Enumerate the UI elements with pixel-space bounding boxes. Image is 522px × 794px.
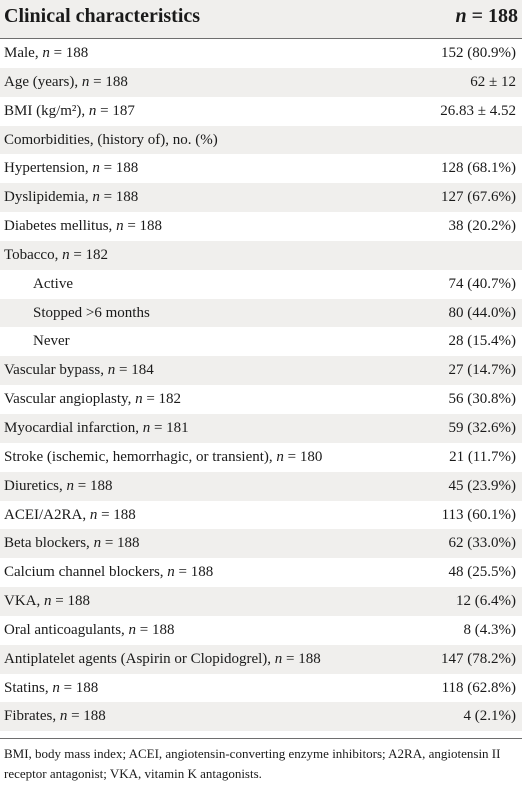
row-label-text: Beta blockers, — [4, 535, 94, 552]
table-row — [0, 472, 522, 501]
row-label-text: Diuretics, — [4, 477, 67, 494]
row-label — [4, 645, 321, 674]
row-label-text: Stopped >6 months — [33, 304, 150, 321]
row-label — [4, 385, 181, 414]
row-label-text: ACEI/A2RA, — [4, 506, 90, 523]
row-label-text: Stroke (ischemic, hemorrhagic, or transient), — [4, 448, 277, 465]
row-label — [4, 39, 88, 68]
row-n-count: = 188 — [123, 218, 163, 235]
row-n-count: = 188 — [59, 679, 99, 696]
header-n-count: = 188 — [466, 5, 518, 27]
row-n-count: = 188 — [174, 564, 214, 581]
header-characteristics: Clinical characteristics — [4, 5, 201, 27]
table-row — [0, 501, 522, 530]
table-row — [0, 674, 522, 703]
row-n-italic: n — [276, 448, 284, 465]
row-label-text: Vascular angioplasty, — [4, 391, 136, 408]
row-n-count: = 188 — [67, 708, 106, 725]
row-label-text: Never — [33, 333, 70, 350]
row-n-italic: n — [66, 477, 74, 494]
row-label — [4, 356, 154, 385]
row-n-italic: n — [274, 650, 283, 667]
table-row — [0, 327, 522, 356]
row-label-text: Hypertension, — [4, 160, 93, 177]
table-row — [0, 616, 522, 645]
row-value: 128 (68.1%) — [441, 160, 516, 177]
row-n-italic: n — [44, 593, 52, 610]
row-n-italic: n — [88, 102, 97, 119]
row-label — [4, 68, 128, 97]
table-body — [0, 39, 522, 731]
row-n-italic: n — [92, 189, 100, 206]
table-row — [0, 529, 522, 558]
row-value: 21 (11.7%) — [449, 448, 516, 465]
row-label-text: Diabetes mellitus, — [4, 218, 117, 235]
row-value: 147 (78.2%) — [441, 650, 516, 667]
row-value: 80 (44.0%) — [448, 304, 516, 321]
row-value: 26.83 ± 4.52 — [440, 102, 516, 119]
row-n-count: = 188 — [136, 621, 175, 638]
row-n-italic: n — [62, 246, 70, 263]
table-row — [0, 356, 522, 385]
row-value: 118 (62.8%) — [441, 679, 516, 696]
row-label — [33, 299, 150, 328]
row-n-italic: n — [93, 535, 102, 552]
row-label-text: Tobacco, — [4, 246, 63, 263]
row-label — [4, 126, 218, 155]
table-row — [0, 299, 522, 328]
row-label-text: VKA, — [4, 593, 44, 610]
row-label-text: Dyslipidemia, — [4, 189, 93, 206]
table-row — [0, 97, 522, 126]
table-header-row — [0, 0, 522, 38]
row-n-count: = 188 — [49, 45, 89, 61]
row-label — [33, 270, 73, 299]
row-n-count: = 187 — [96, 102, 135, 119]
row-label — [4, 212, 162, 241]
row-n-italic: n — [116, 218, 124, 235]
table-footnote: BMI, body mass index; ACEI, angiotensin-converting enzyme inhibitors; A2RA, angiotensin II receptor antagonist; VKA, vitamin K antagonists. — [4, 746, 501, 781]
row-value: 45 (23.9%) — [448, 477, 516, 494]
row-label — [4, 154, 138, 183]
row-value: 113 (60.1%) — [441, 506, 516, 523]
row-n-count: = 188 — [99, 189, 139, 206]
row-label-text: Active — [33, 275, 73, 292]
row-n-italic: n — [107, 362, 116, 379]
row-label-text: Antiplatelet agents (Aspirin or Clopidogrel), — [4, 650, 275, 667]
row-label-text: Comorbidities, (history of), no. (%) — [4, 131, 218, 148]
row-label — [4, 443, 322, 472]
table-row — [0, 443, 522, 472]
row-n-count: = 180 — [283, 448, 323, 465]
row-n-italic: n — [167, 564, 175, 581]
row-label — [4, 702, 106, 731]
row-n-count: = 188 — [97, 506, 136, 523]
row-label — [4, 501, 136, 530]
row-label — [4, 97, 135, 126]
row-n-italic: n — [89, 506, 98, 523]
row-label — [4, 241, 108, 270]
row-n-italic: n — [81, 73, 90, 90]
row-n-count: = 181 — [150, 419, 189, 436]
table-row — [0, 558, 522, 587]
row-label-text: Age (years), — [4, 73, 82, 90]
row-value: 59 (32.6%) — [448, 419, 516, 436]
table-row — [0, 587, 522, 616]
row-n-count: = 182 — [142, 391, 182, 408]
row-label — [4, 587, 90, 616]
row-label — [33, 327, 70, 356]
row-n-count: = 188 — [51, 593, 90, 610]
row-value: 12 (6.4%) — [456, 593, 516, 610]
table-row — [0, 385, 522, 414]
row-value: 127 (67.6%) — [441, 189, 516, 206]
table-row — [0, 212, 522, 241]
table-row — [0, 270, 522, 299]
row-value: 62 ± 12 — [470, 73, 516, 90]
row-label-text: BMI (kg/m²), — [4, 102, 89, 119]
row-value: 4 (2.1%) — [463, 708, 516, 725]
row-n-count: = 188 — [282, 650, 321, 667]
table-row — [0, 39, 522, 68]
row-n-count: = 188 — [99, 160, 139, 177]
row-label-text: Calcium channel blockers, — [4, 564, 168, 581]
row-n-italic: n — [128, 621, 137, 638]
row-value: 56 (30.8%) — [448, 391, 516, 408]
row-label-text: Myocardial infarction, — [4, 419, 143, 436]
table-row — [0, 154, 522, 183]
table-row — [0, 68, 522, 97]
row-label — [4, 472, 112, 501]
row-value: 38 (20.2%) — [448, 218, 516, 235]
row-value: 48 (25.5%) — [448, 564, 516, 581]
row-label — [4, 558, 213, 587]
row-label — [4, 183, 138, 212]
header-sample-size — [455, 2, 518, 30]
row-label — [4, 529, 140, 558]
row-label-text: Statins, — [4, 679, 53, 696]
row-label-text: Fibrates, — [4, 708, 60, 725]
row-n-count: = 184 — [115, 362, 154, 379]
table-row — [0, 702, 522, 731]
row-value: 62 (33.0%) — [448, 535, 516, 552]
row-n-italic: n — [52, 679, 60, 696]
row-value: 27 (14.7%) — [448, 362, 516, 379]
row-value: 8 (4.3%) — [463, 621, 516, 638]
row-n-italic: n — [59, 708, 68, 725]
row-n-italic: n — [42, 45, 50, 61]
row-n-italic: n — [92, 160, 100, 177]
row-label-text: Oral anticoagulants, — [4, 621, 129, 638]
table-row — [0, 126, 522, 155]
row-label-text: Male, — [4, 45, 43, 61]
row-n-count: = 188 — [89, 73, 128, 90]
row-label — [4, 616, 175, 645]
footer-rule — [0, 738, 522, 739]
table-row — [0, 645, 522, 674]
table-row — [0, 183, 522, 212]
row-n-count: = 182 — [69, 246, 109, 263]
row-n-count: = 188 — [101, 535, 140, 552]
row-label-text: Vascular bypass, — [4, 362, 108, 379]
table-row — [0, 241, 522, 270]
row-n-count: = 188 — [73, 477, 113, 494]
row-label — [4, 414, 189, 443]
row-value: 28 (15.4%) — [448, 333, 516, 350]
row-n-italic: n — [135, 391, 143, 408]
row-n-italic: n — [142, 419, 151, 436]
row-label — [4, 674, 98, 703]
table-row — [0, 414, 522, 443]
row-value: 74 (40.7%) — [448, 275, 516, 292]
header-n-italic: n — [455, 5, 467, 27]
row-value: 152 (80.9%) — [441, 45, 516, 61]
